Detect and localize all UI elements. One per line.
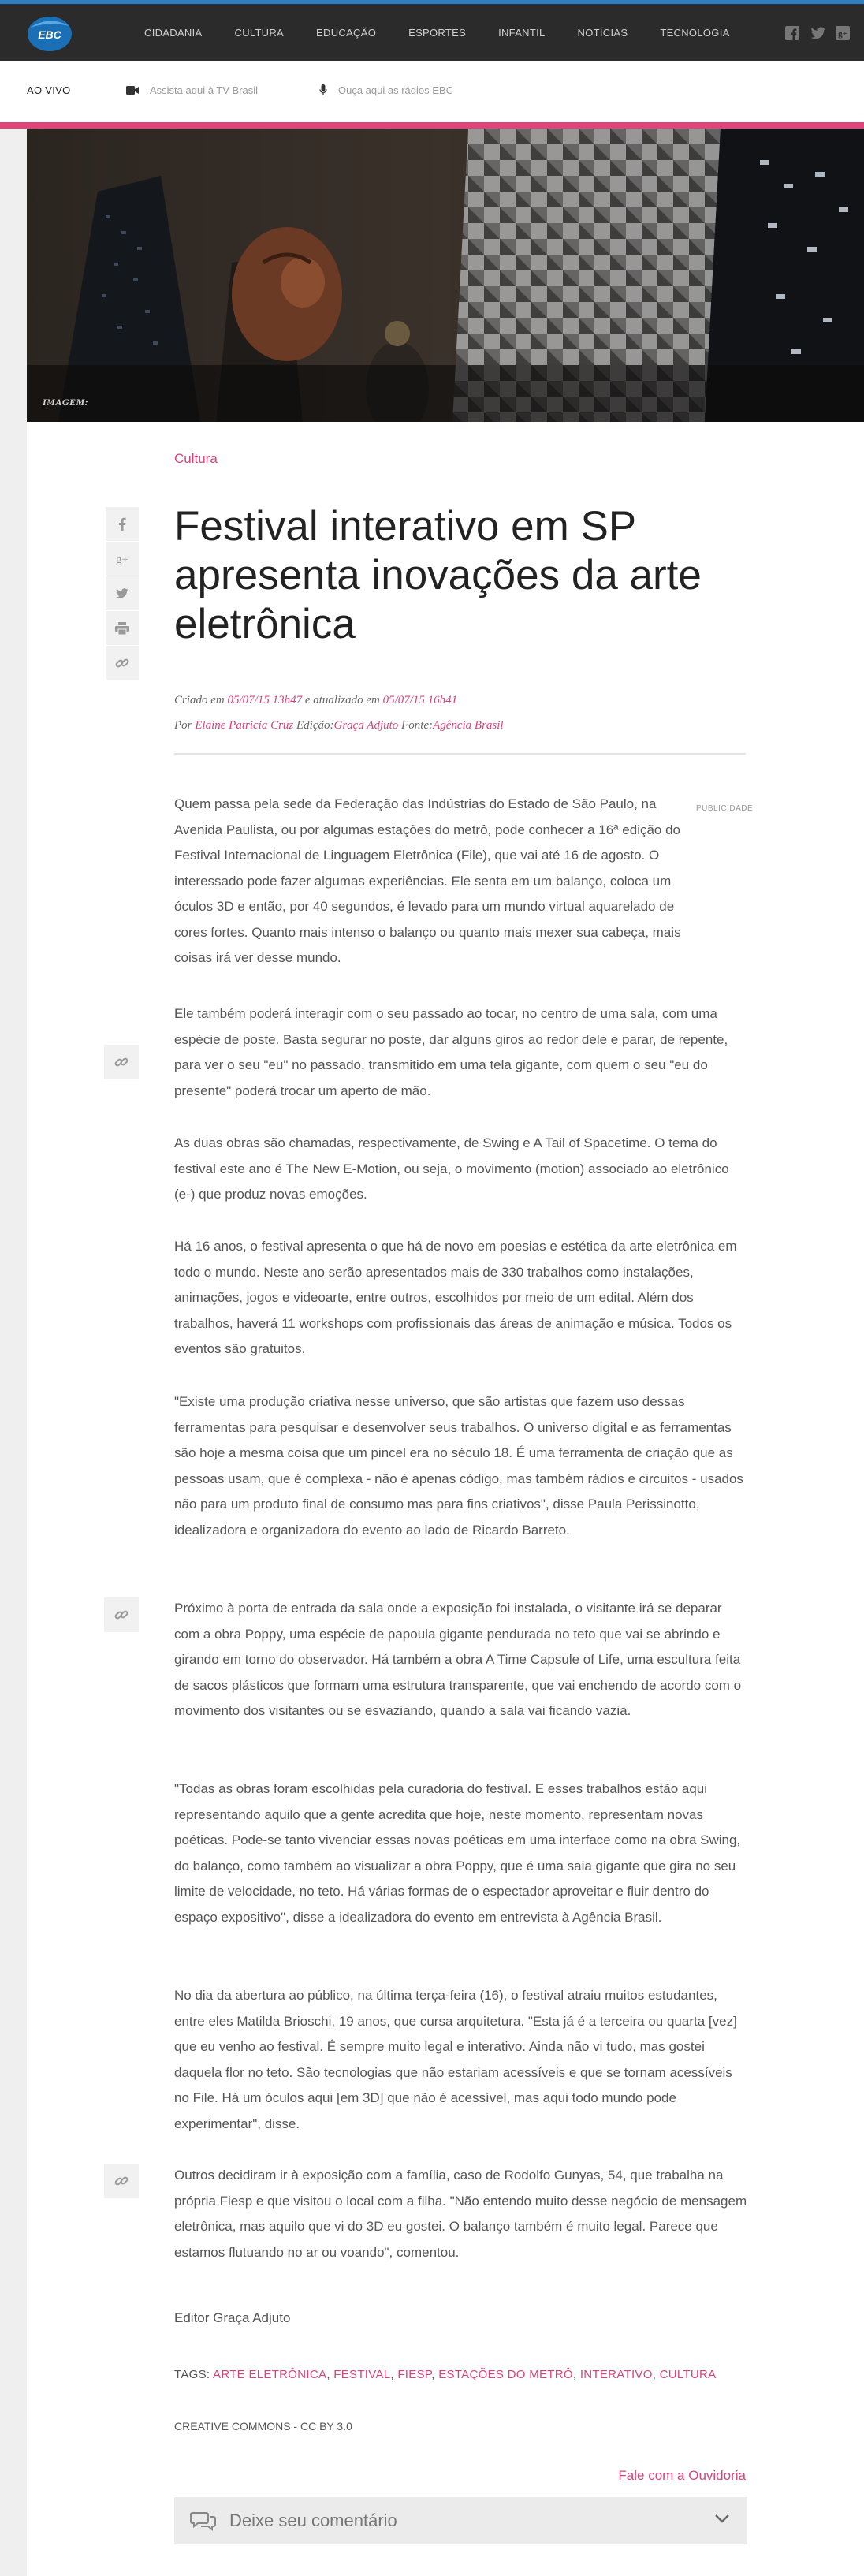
tag-link[interactable]: CULTURA: [659, 2368, 717, 2381]
author-label: Por: [174, 719, 192, 732]
nav-item-cultura[interactable]: CULTURA: [234, 26, 285, 39]
article-category[interactable]: Cultura: [174, 451, 218, 466]
paragraph-link-button[interactable]: [104, 1045, 139, 1079]
share-google-plus-button[interactable]: [106, 542, 139, 576]
radios-ebc-link-text: Ouça aqui as rádios EBC: [338, 84, 453, 96]
article-credits: [174, 713, 504, 738]
hero-image: [27, 129, 864, 422]
paragraph-link-button[interactable]: [104, 1597, 139, 1632]
microphone-icon: [319, 84, 327, 96]
print-icon: [115, 622, 129, 635]
source-link[interactable]: Agência Brasil: [433, 719, 504, 732]
nav-item-esportes[interactable]: ESPORTES: [408, 26, 467, 39]
share-toolbar: [106, 507, 139, 680]
meta-divider: [174, 753, 746, 755]
link-icon: [115, 656, 129, 670]
logo-text: EBC: [38, 28, 61, 41]
article-paragraph: "Todas as obras foram escolhidas pela curadoria do festival. E esses trabalhos estão aqui representando aquilo que a gente acredita que hoje, neste momento, representam novas poéticas. Pode-se tanto vivenciar essas novas poéticas em uma interface como na obra Swing, do balanço, como também ao visualizar a obra Poppy, que é uma saia gigante que gira no seu limite de velocidade, no teto. Há várias formas de o espectador aproveitar e fluir dentro do espaço expositivo", disse a idealizadora do evento em entrevista à Agência Brasil.: [174, 1781, 741, 1925]
edition-label: Edição:: [296, 719, 334, 732]
author-link[interactable]: Elaine Patricia Cruz: [195, 719, 294, 732]
article-tags: TAGS: ARTE ELETRÔNICA, FESTIVAL, FIESP, ESTAÇÕES DO METRÔ, INTERATIVO, CULTURA: [174, 2368, 717, 2381]
tag-link[interactable]: ARTE ELETRÔNICA: [213, 2368, 327, 2381]
updated-label: e atualizado em: [304, 694, 380, 706]
article-dates: [174, 688, 504, 713]
article-paragraph: Próximo à porta de entrada da sala onde a exposição foi instalada, o visitante irá se deparar com a obra Poppy, uma espécie de papoula gigante pendurada no teto que vai se abrindo e girando em torno do observador. Há também a obra A Time Capsule of Life, uma escultura feita de sacos plásticos que formam uma estrutura transparente, que vai enchendo de acordo com o movimento dos visitantes ou se esvaziando, quando a sala vai ficando vazia.: [174, 1601, 742, 1718]
article-title: Festival interativo em SP apresenta inovações da arte eletrônica: [174, 503, 702, 647]
radios-ebc-link[interactable]: [319, 84, 453, 96]
link-icon: [114, 2174, 128, 2188]
video-camera-icon: [126, 86, 139, 95]
article-paragraph: Ele também poderá interagir com o seu passado ao tocar, no centro de uma sala, com uma espécie de poste. Basta segurar no poste, dar alguns giros ao redor dele e parar, de repente, para ver o seu "eu" no passado, transmitido em uma tela gigante, com quem o seu "eu do presente" poderá trocar um aperto de mão.: [174, 1006, 728, 1098]
chevron-down-icon: [714, 2513, 730, 2524]
twitter-icon: [115, 587, 129, 599]
ebc-logo[interactable]: [27, 13, 73, 53]
article-editor-line: Editor Graça Adjuto: [174, 2310, 291, 2325]
accent-divider: [0, 122, 864, 129]
share-facebook-button[interactable]: [106, 507, 139, 542]
tv-brasil-link-text: Assista aqui à TV Brasil: [150, 84, 259, 96]
twitter-icon[interactable]: [810, 26, 825, 40]
article-paragraph: Quem passa pela sede da Federação das Indústrias do Estado de São Paulo, na Avenida Paulista, ou por algumas estações do metrô, pode conhecer a 16ª edição do Festival Internacional de Linguagem Eletrônica (File), que vai até 16 de agosto. O interessado pode fazer algumas experiências. Ele senta em um balanço, coloca um óculos 3D e então, por 40 segundos, é levado para um mundo virtual aquarelado de cores fortes. Quanto mais intenso o balanço ou quanto mais mexer sua cabeça, mais coisas irá ver desse mundo.: [174, 796, 681, 965]
comment-toggle-text: Deixe seu comentário: [229, 2511, 397, 2530]
advertising-label: PUBLICIDADE: [696, 804, 754, 813]
live-label: AO VIVO: [27, 84, 71, 96]
main-nav: [144, 4, 762, 61]
tv-brasil-link[interactable]: [126, 84, 258, 96]
created-label: Criado em: [174, 694, 225, 706]
article-paragraph: Há 16 anos, o festival apresenta o que há de novo em poesias e estética da arte eletrônica em todo o mundo. Neste ano serão apresentados mais de 330 trabalhos como instalações, animações, jogos e videoarte, entre outros, escolhidos por meio de um edital. Além dos trabalhos, haverá 11 workshops com profissionais das áreas de animação e música. Todos os eventos são gratuitos.: [174, 1239, 737, 1356]
night-installation-photo: [27, 129, 864, 422]
comments-icon: [190, 2511, 217, 2531]
print-button[interactable]: [106, 611, 139, 646]
article-paragraph: As duas obras são chamadas, respectivamente, de Swing e A Tail of Spacetime. O tema do festival este ano é The New E-Motion, ou seja, o movimento (motion) associado ao eletrônico (e-) que produz novas emoções.: [174, 1135, 729, 1202]
editor-link[interactable]: Graça Adjuto: [333, 719, 399, 732]
nav-item-educacao[interactable]: EDUCAÇÃO: [316, 26, 377, 39]
facebook-icon[interactable]: [785, 26, 799, 40]
paragraph-link-button[interactable]: [104, 2164, 139, 2198]
link-icon: [114, 1055, 128, 1069]
live-bar: [0, 61, 864, 122]
tag-link[interactable]: FESTIVAL: [333, 2368, 391, 2381]
share-twitter-button[interactable]: [106, 576, 139, 611]
svg-text:g+: g+: [116, 553, 128, 566]
facebook-icon: [118, 517, 126, 531]
article-meta: [174, 688, 504, 738]
source-label: Fonte:: [401, 719, 434, 732]
nav-item-cidadania[interactable]: CIDADANIA: [144, 26, 203, 39]
social-links: [785, 26, 850, 40]
nav-item-tecnologia[interactable]: TECNOLOGIA: [660, 26, 730, 39]
copy-link-button[interactable]: [106, 646, 139, 680]
nav-item-infantil[interactable]: INFANTIL: [498, 26, 546, 39]
tag-link[interactable]: FIESP: [397, 2368, 432, 2381]
article-paragraph: No dia da abertura ao público, na última terça-feira (16), o festival atraiu muitos estudantes, entre eles Matilda Brioschi, 19 anos, que cursa arquitetura. "Esta já é a terceira ou quarta [vez] que eu venho ao festival. É sempre muito legal e interativo. Ainda não vi tudo, mas gostei daquela flor no teto. São tecnologias que não estariam acessíveis e que se tornam acessíveis no File. Há um óculos aqui [em 3D] que não é acessível, mas aqui todo mundo pode experimentar", disse.: [174, 1988, 737, 2131]
comment-toggle[interactable]: [174, 2497, 747, 2544]
updated-date: 05/07/15 16h41: [382, 694, 458, 706]
link-icon: [114, 1608, 128, 1622]
article-paragraph: "Existe uma produção criativa nesse universo, que são artistas que fazem uso dessas ferramentas para pesquisar e desenvolver seus trabalhos. O universo digital e as ferramentas são hoje a mesma coisa que um pincel era no século 18. É uma ferramenta de criação que as pessoas usam, que é complexa - não é apenas código, mas também rádios e circuitos - usados não para um produto final de consumo mas para fins criativos", disse Paula Perissinotto, idealizadora e organizadora do evento ao lado de Ricardo Barreto.: [174, 1394, 743, 1538]
created-date: 05/07/15 13h47: [227, 694, 303, 706]
license-link[interactable]: CREATIVE COMMONS - CC BY 3.0: [174, 2420, 352, 2432]
ouvidoria-link[interactable]: Fale com a Ouvidoria: [618, 2468, 746, 2483]
article-paragraph: Outros decidiram ir à exposição com a família, caso de Rodolfo Gunyas, 54, que trabalha na própria Fiesp e que visitou o local com a filha. "Não entendo muito desse negócio de mensagem eletrônica, mas aquilo que vi do 3D eu gostei. O balanço também é muito legal. Parece que estamos flutuando no ar ou voando", comentou.: [174, 2168, 747, 2260]
nav-item-noticias[interactable]: NOTÍCIAS: [577, 26, 628, 39]
tags-label: TAGS:: [174, 2368, 210, 2381]
tag-link[interactable]: ESTAÇÕES DO METRÔ: [438, 2368, 573, 2381]
google-plus-icon[interactable]: [836, 26, 850, 40]
image-caption: IMAGEM:: [43, 397, 89, 408]
article: [27, 422, 864, 2576]
top-navigation-bar: [0, 4, 864, 61]
svg-text:g+: g+: [838, 29, 847, 39]
google-plus-icon: [114, 552, 131, 566]
tag-link[interactable]: INTERATIVO: [579, 2368, 653, 2381]
